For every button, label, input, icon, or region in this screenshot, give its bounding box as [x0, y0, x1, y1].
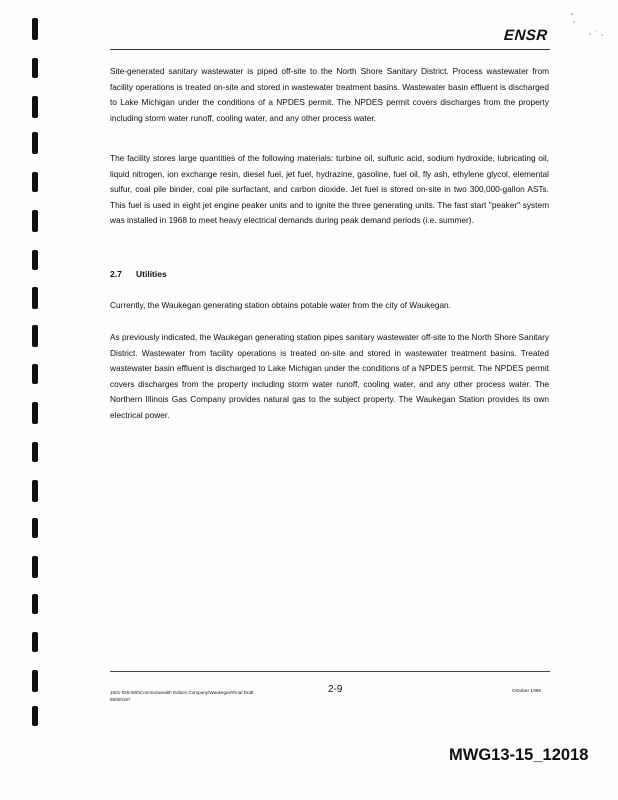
section-heading [110, 269, 167, 279]
company-logo: ENSR [503, 27, 549, 44]
binder-mark [32, 172, 38, 192]
binder-mark [32, 364, 38, 384]
paragraph-potable-water: Currently, the Waukegan generating station obtains potable water from the city of Waukegan. [110, 300, 451, 310]
bates-stamp: MWG13-15_12018 [449, 746, 589, 764]
footer-project-number: 58000197 [110, 697, 131, 702]
footer-date: October 1998 [512, 689, 542, 694]
binder-mark [32, 480, 38, 502]
footer-path-line: 1801-028-500\Commonwealth Edison Company\Waukegan\Final Draft [110, 690, 254, 695]
binder-mark [32, 58, 38, 78]
binder-mark [32, 442, 38, 462]
scan-speckle [556, 10, 606, 40]
section-number: 2.7 [110, 269, 122, 279]
binder-mark [32, 210, 38, 232]
binder-mark [32, 287, 38, 309]
binder-mark [32, 325, 38, 347]
binder-mark [32, 96, 38, 118]
paragraph-utilities-detail: As previously indicated, the Waukegan generating station pipes sanitary wastewater off-site to the North Shore Sanitary District. Wastewater from facility operations is treated on-site and stored in wastewater treatment basins. Treated wastewater basin effluent is discharged to Lake Michigan under the conditions of a NPDES permit. The NPDES permit covers discharges from the property including storm water runoff, cooling water, and any other process water. The Northern Illinois Gas Company provides natural gas to the subject property. The Waukegan Station provides its own electrical power. [110, 332, 549, 420]
binder-mark [32, 670, 38, 692]
binder-mark [32, 594, 38, 614]
page-number: 2-9 [328, 684, 343, 695]
footer-file-path [110, 689, 254, 703]
header-rule [110, 49, 550, 50]
binder-mark [32, 518, 38, 538]
paragraph-wastewater: Site-generated sanitary wastewater is piped off-site to the North Shore Sanitary District. Process wastewater from facility operations is treated on-site and stored in wastewater treatment basins. Wastewater basin effluent is discharged to Lake Michigan under the conditions of a NPDES permit. The NPDES permit covers discharges from the property including storm water runoff, cooling water, and any other process water. [110, 66, 549, 123]
paragraph-stored-materials: The facility stores large quantities of the following materials: turbine oil, sulfuric acid, sodium hydroxide, lubricating oil, liquid nitrogen, ion exchange resin, diesel fuel, jet fuel, hydrazine, gasoline, fuel oil, fly ash, ethylene glycol, elemental sulfur, coal pile binder, coal pile surfactant, and carbon dioxide. Jet fuel is stored on-site in two 300,000-gallon ASTs. This fuel is used in eight jet engine peaker units and to ignite the three generating units. The fast start "peaker" system was installed in 1968 to meet heavy electrical demands during peak demand periods (i.e. summer). [110, 153, 549, 226]
binder-mark [32, 402, 38, 424]
footer-rule [110, 671, 550, 672]
binder-mark [32, 250, 38, 270]
binder-mark [32, 132, 38, 154]
section-title: Utilities [136, 269, 167, 279]
binder-mark [32, 556, 38, 578]
binder-mark [32, 632, 38, 652]
binder-mark [32, 18, 38, 40]
binder-mark [32, 706, 38, 726]
